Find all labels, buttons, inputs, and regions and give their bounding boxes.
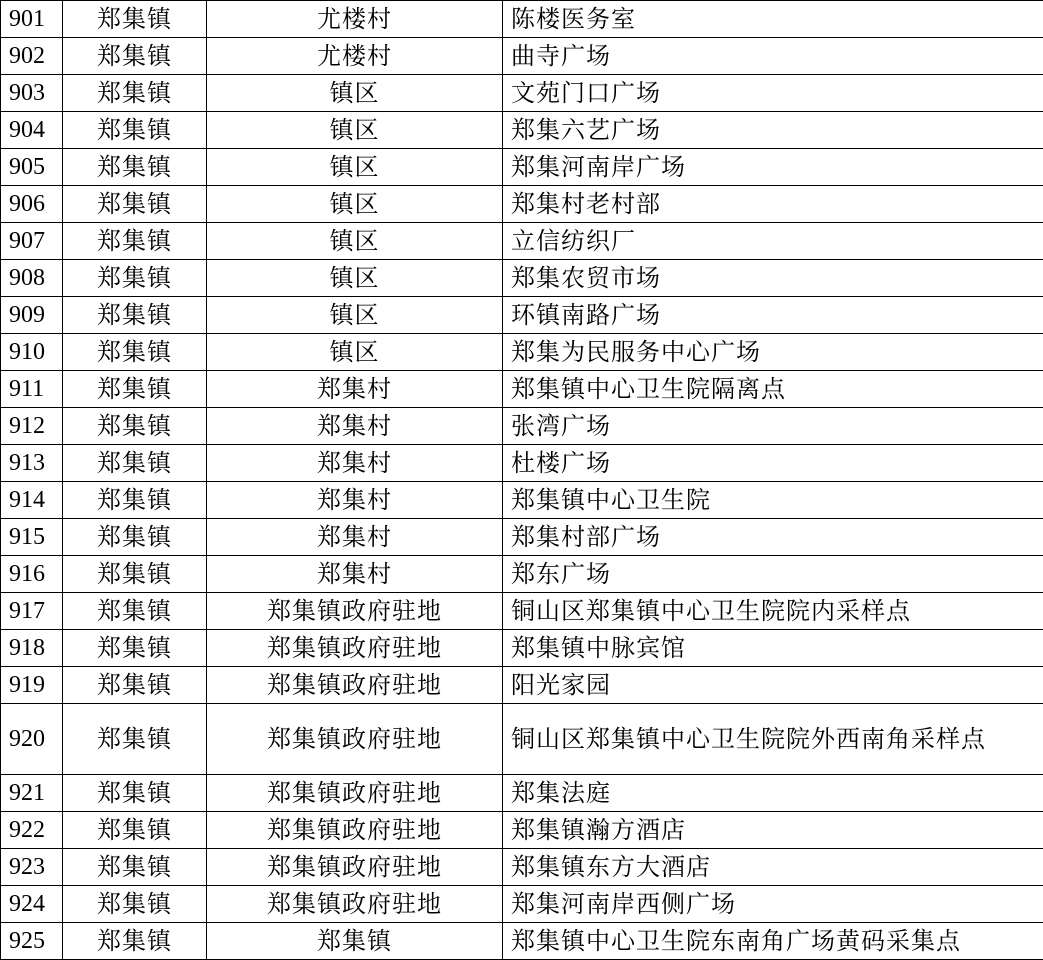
row-number-cell: 909: [1, 297, 63, 334]
row-number-cell: 906: [1, 186, 63, 223]
town-cell: 郑集镇: [63, 667, 207, 704]
row-number-cell: 921: [1, 775, 63, 812]
town-cell: 郑集镇: [63, 334, 207, 371]
row-number-cell: 915: [1, 519, 63, 556]
site-cell: 郑集镇瀚方酒店: [503, 812, 1043, 849]
village-cell: 镇区: [207, 334, 503, 371]
village-cell: 郑集村: [207, 556, 503, 593]
site-cell: 环镇南路广场: [503, 297, 1043, 334]
town-cell: 郑集镇: [63, 849, 207, 886]
table-row: [1, 1, 1043, 38]
town-cell: 郑集镇: [63, 519, 207, 556]
site-cell: 杜楼广场: [503, 445, 1043, 482]
town-cell: 郑集镇: [63, 371, 207, 408]
town-cell: 郑集镇: [63, 38, 207, 75]
town-cell: 郑集镇: [63, 593, 207, 630]
village-cell: 镇区: [207, 223, 503, 260]
village-cell: 镇区: [207, 297, 503, 334]
row-number-cell: 920: [1, 704, 63, 775]
village-cell: 郑集镇政府驻地: [207, 812, 503, 849]
town-cell: 郑集镇: [63, 260, 207, 297]
row-number-cell: 916: [1, 556, 63, 593]
table-row: [1, 593, 1043, 630]
site-cell: 郑集河南岸西侧广场: [503, 886, 1043, 923]
site-cell: 郑集镇中心卫生院隔离点: [503, 371, 1043, 408]
village-cell: 镇区: [207, 260, 503, 297]
site-cell: 郑集村部广场: [503, 519, 1043, 556]
table-row: [1, 482, 1043, 519]
village-cell: 郑集镇政府驻地: [207, 886, 503, 923]
row-number-cell: 917: [1, 593, 63, 630]
village-cell: 郑集镇政府驻地: [207, 704, 503, 775]
row-number-cell: 912: [1, 408, 63, 445]
table-row: [1, 149, 1043, 186]
village-cell: 郑集村: [207, 445, 503, 482]
table-row: [1, 630, 1043, 667]
row-number-cell: 914: [1, 482, 63, 519]
village-cell: 尤楼村: [207, 1, 503, 38]
table-row: [1, 371, 1043, 408]
row-number-cell: 919: [1, 667, 63, 704]
table-row: [1, 186, 1043, 223]
row-number-cell: 918: [1, 630, 63, 667]
row-number-cell: 924: [1, 886, 63, 923]
table-row: [1, 849, 1043, 886]
village-cell: 郑集镇: [207, 923, 503, 960]
row-number-cell: 905: [1, 149, 63, 186]
row-number-cell: 925: [1, 923, 63, 960]
village-cell: 郑集镇政府驻地: [207, 667, 503, 704]
row-number-cell: 902: [1, 38, 63, 75]
town-cell: 郑集镇: [63, 630, 207, 667]
table-row: [1, 704, 1043, 775]
table-row: [1, 445, 1043, 482]
town-cell: 郑集镇: [63, 297, 207, 334]
site-cell: 郑集镇中脉宾馆: [503, 630, 1043, 667]
site-cell: 郑集法庭: [503, 775, 1043, 812]
table-row: [1, 408, 1043, 445]
village-cell: 郑集村: [207, 408, 503, 445]
town-cell: 郑集镇: [63, 812, 207, 849]
row-number-cell: 904: [1, 112, 63, 149]
village-cell: 镇区: [207, 75, 503, 112]
table-row: [1, 812, 1043, 849]
site-cell: 阳光家园: [503, 667, 1043, 704]
table-row: [1, 519, 1043, 556]
site-cell: 郑集镇东方大酒店: [503, 849, 1043, 886]
row-number-cell: 910: [1, 334, 63, 371]
table-row: [1, 923, 1043, 960]
table-row: [1, 556, 1043, 593]
site-cell: 郑集镇中心卫生院: [503, 482, 1043, 519]
table-row: [1, 223, 1043, 260]
village-cell: 尤楼村: [207, 38, 503, 75]
town-cell: 郑集镇: [63, 1, 207, 38]
row-number-cell: 923: [1, 849, 63, 886]
town-cell: 郑集镇: [63, 704, 207, 775]
site-cell: 陈楼医务室: [503, 1, 1043, 38]
table-row: [1, 112, 1043, 149]
row-number-cell: 908: [1, 260, 63, 297]
site-cell: 郑集农贸市场: [503, 260, 1043, 297]
village-cell: 郑集镇政府驻地: [207, 630, 503, 667]
town-cell: 郑集镇: [63, 186, 207, 223]
village-cell: 郑集村: [207, 519, 503, 556]
site-cell: 郑集村老村部: [503, 186, 1043, 223]
town-cell: 郑集镇: [63, 923, 207, 960]
row-number-cell: 901: [1, 1, 63, 38]
table-body: [1, 1, 1043, 960]
site-cell: 立信纺织厂: [503, 223, 1043, 260]
table-row: [1, 38, 1043, 75]
table-row: [1, 260, 1043, 297]
row-number-cell: 922: [1, 812, 63, 849]
town-cell: 郑集镇: [63, 75, 207, 112]
table-row: [1, 75, 1043, 112]
village-cell: 郑集镇政府驻地: [207, 849, 503, 886]
site-cell: 文苑门口广场: [503, 75, 1043, 112]
row-number-cell: 907: [1, 223, 63, 260]
site-cell: 郑集镇中心卫生院东南角广场黄码采集点: [503, 923, 1043, 960]
row-number-cell: 903: [1, 75, 63, 112]
site-cell: 郑集为民服务中心广场: [503, 334, 1043, 371]
village-cell: 郑集镇政府驻地: [207, 775, 503, 812]
table-row: [1, 775, 1043, 812]
village-cell: 郑集镇政府驻地: [207, 593, 503, 630]
town-cell: 郑集镇: [63, 775, 207, 812]
town-cell: 郑集镇: [63, 556, 207, 593]
row-number-cell: 911: [1, 371, 63, 408]
table-row: [1, 334, 1043, 371]
village-cell: 郑集村: [207, 482, 503, 519]
town-cell: 郑集镇: [63, 149, 207, 186]
site-cell: 郑集六艺广场: [503, 112, 1043, 149]
village-cell: 镇区: [207, 186, 503, 223]
site-cell: 郑东广场: [503, 556, 1043, 593]
row-number-cell: 913: [1, 445, 63, 482]
table-row: [1, 667, 1043, 704]
site-cell: 铜山区郑集镇中心卫生院院外西南角采样点: [503, 704, 1043, 775]
town-cell: 郑集镇: [63, 408, 207, 445]
table-row: [1, 297, 1043, 334]
village-cell: 镇区: [207, 112, 503, 149]
site-cell: 曲寺广场: [503, 38, 1043, 75]
town-cell: 郑集镇: [63, 445, 207, 482]
site-cell: 铜山区郑集镇中心卫生院院内采样点: [503, 593, 1043, 630]
table-row: [1, 886, 1043, 923]
town-cell: 郑集镇: [63, 482, 207, 519]
site-cell: 郑集河南岸广场: [503, 149, 1043, 186]
town-cell: 郑集镇: [63, 886, 207, 923]
site-cell: 张湾广场: [503, 408, 1043, 445]
village-cell: 郑集村: [207, 371, 503, 408]
town-cell: 郑集镇: [63, 223, 207, 260]
village-cell: 镇区: [207, 149, 503, 186]
town-cell: 郑集镇: [63, 112, 207, 149]
